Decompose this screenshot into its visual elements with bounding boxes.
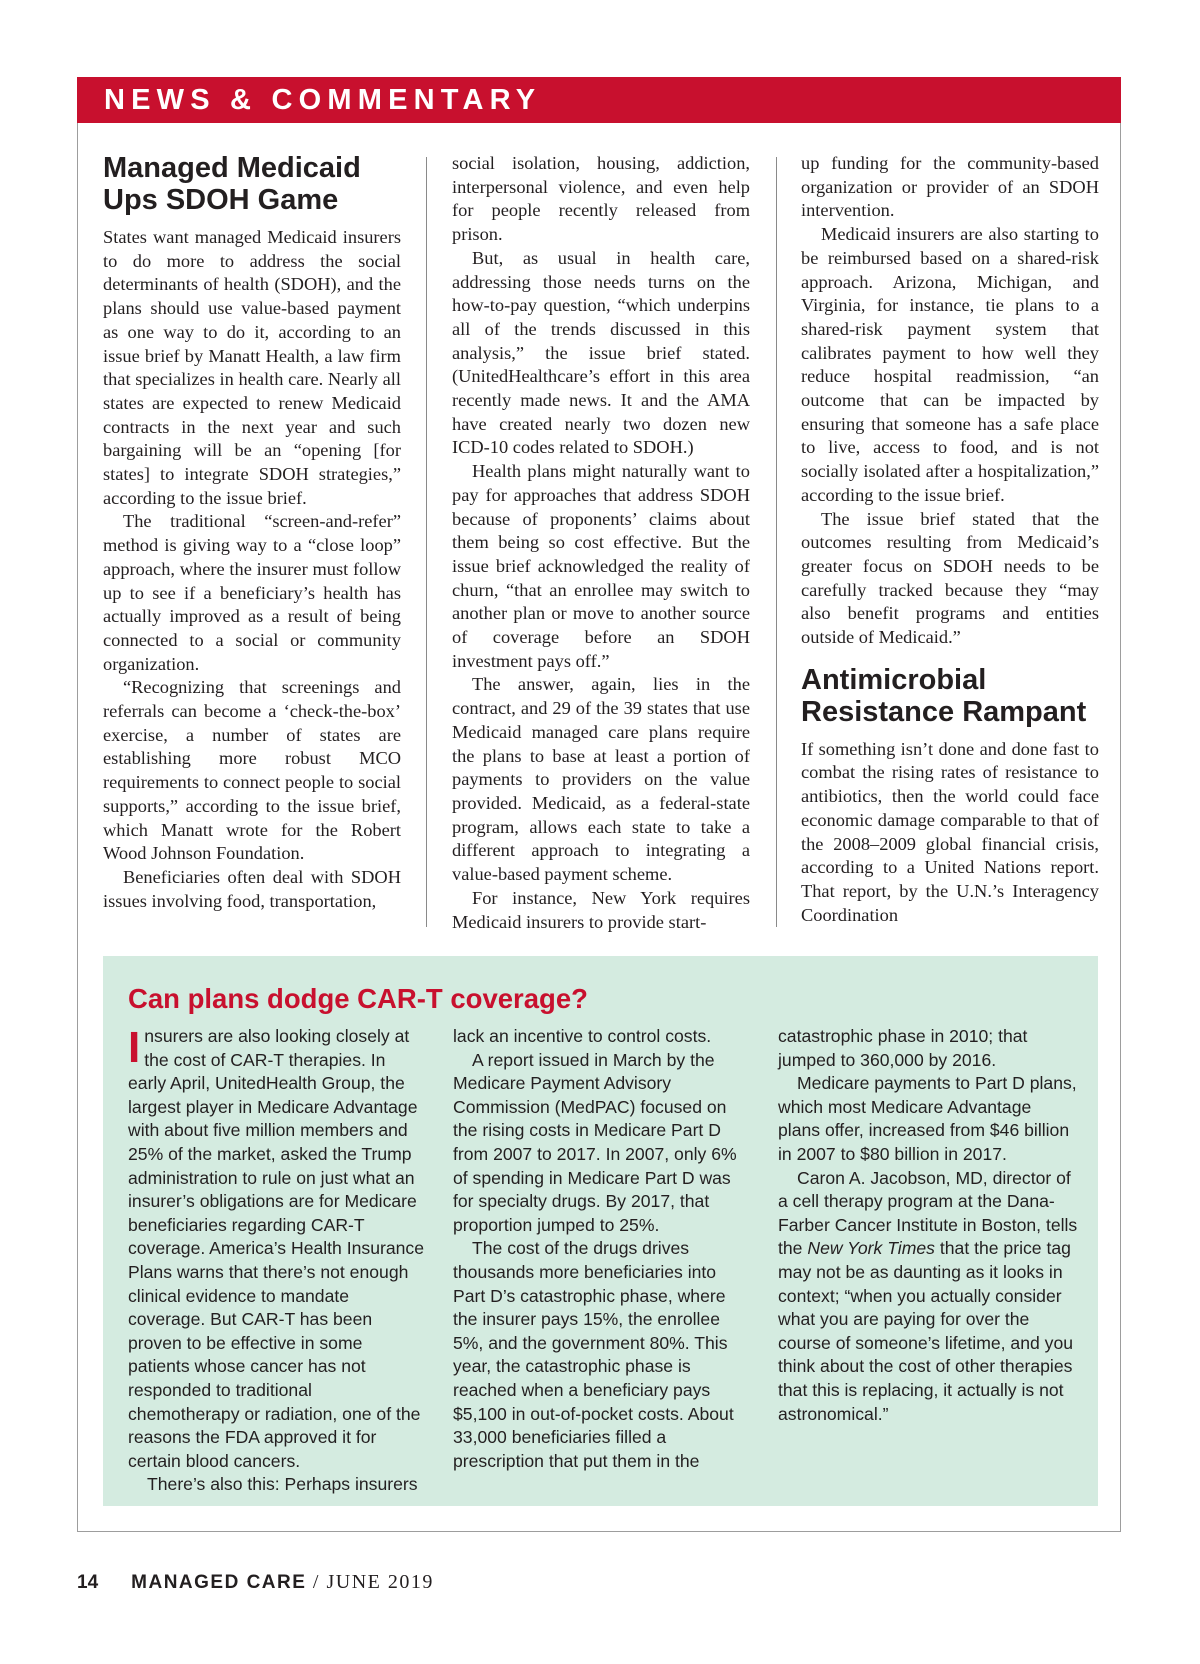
body-paragraph: “Recognizing that screenings and referrals can become a ‘check-the-box’ exercise, a number of states are establishing more robust MCO requirements to connect people to social supports,” according to the issue brief, which Manatt wrote for the Robert Wood Johnson Foundation. bbox=[103, 677, 401, 864]
article-column-2 bbox=[452, 152, 750, 934]
sidebar-paragraph: catastrophic phase in 2010; that jumped to 360,000 by 2016. bbox=[778, 1026, 1028, 1070]
sidebar-paragraph: There’s also this: Perhaps insurers bbox=[147, 1474, 418, 1495]
drop-cap: I bbox=[128, 1023, 141, 1072]
footer-separator: / bbox=[306, 1571, 327, 1593]
sidebar-paragraph: Medicare payments to Part D plans, which most Medicare Advantage plans offer, increased from $46 billion in 2007 to $80 billion in 2017. bbox=[778, 1073, 1077, 1164]
body-paragraph: Beneficiaries often deal with SDOH issues involving food, transportation, bbox=[103, 866, 401, 911]
column-divider bbox=[776, 157, 777, 927]
publication-title: MANAGED CARE bbox=[131, 1572, 307, 1593]
issue-date: JUNE 2019 bbox=[326, 1571, 434, 1593]
sidebar-paragraph: lack an incentive to control costs. bbox=[453, 1026, 712, 1046]
body-paragraph: The answer, again, lies in the contract, and 29 of the 39 states that use Medicaid managed care plans require the plans to base at least a portion of payments to providers on the value provided. Medicaid, as a federal-state program, allows each state to take a different approach to integrating a value-based payment scheme. bbox=[452, 674, 750, 885]
section-banner bbox=[77, 77, 1121, 123]
article-column-3 bbox=[801, 152, 1099, 927]
section-label: NEWS & COMMENTARY bbox=[104, 84, 542, 116]
page-footer bbox=[77, 1571, 434, 1594]
body-paragraph: For instance, New York requires Medicaid insurers to provide start- bbox=[452, 887, 750, 932]
body-paragraph: The traditional “screen-and-refer” method is giving way to a “close loop” approach, where the insurer must follow up to see if a beneficiary’s health has actually improved as a result of being connected to a social or community organization. bbox=[103, 511, 401, 674]
publication-name: New York Times bbox=[807, 1238, 935, 1259]
article-column-1 bbox=[103, 152, 401, 913]
body-paragraph: social isolation, housing, addiction, interpersonal violence, and even help for people recently released from prison. bbox=[452, 153, 750, 245]
sidebar-paragraph bbox=[128, 1025, 428, 1473]
page-number: 14 bbox=[77, 1572, 99, 1593]
sidebar-paragraph-text: Caron A. Jacobson, MD, director of a cell therapy program at the Dana-Farber Cancer Institute in Boston, tells the bbox=[778, 1167, 1078, 1259]
column-divider bbox=[426, 157, 427, 927]
body-paragraph: But, as usual in health care, addressing those needs turns on the how-to-pay question, “which underpins all of the trends discussed in this analysis,” the issue brief stated. (UnitedHealthcare’s effort in this area recently made news. It and the AMA have created nearly two dozen new ICD-10 codes related to SDOH.) bbox=[452, 247, 750, 458]
sidebar-paragraph-text: nsurers are also looking closely at the cost of CAR-T therapies. In early April, UnitedHealth Group, the largest player in Medicare Advantage with about five million members and 25% of the market, asked the Trump administration to rule on just what an insurer’s obligations are for Medicare beneficiaries regarding CAR-T coverage. America’s Health Insurance Plans warns that there’s not enough clinical evidence to mandate coverage. But CAR-T has been proven to be effective in some patients whose cancer has not responded to traditional chemotherapy or radiation, one of the reasons the FDA approved it for certain blood cancers. bbox=[128, 1026, 424, 1471]
body-paragraph: If something isn’t done and done fast to combat the rising rates of resistance to antibiotics, then the world could face economic damage comparable to that of the 2008–2009 global financial crisis, according to a United Nations report. That report, by the U.N.’s Interagency Coordination bbox=[801, 738, 1099, 925]
body-paragraph: States want managed Medicaid insurers to do more to address the social determinants of health (SDOH), and the plans should use value-based payment as one way to do it, according to an issue brief by Manatt Health, a law firm that specializes in health care. Nearly all states are expected to renew Medicaid contracts in the next year and such bargaining will be an “opening [for states] to integrate SDOH strategies,” according to the issue brief. bbox=[103, 227, 401, 508]
sidebar-box bbox=[103, 956, 1098, 1506]
sidebar-column-2 bbox=[453, 1025, 753, 1473]
body-paragraph: Health plans might naturally want to pay for approaches that address SDOH because of proponents’ claims about them being so cost effective. But the issue brief acknowledged the reality of churn, “that an enrollee may switch to another plan or move to another source of coverage before an SDOH investment pays off.” bbox=[452, 461, 750, 671]
sidebar-paragraph: The cost of the drugs drives thousands more beneficiaries into Part D’s catastrophic phase, where the insurer pays 15%, the enrollee 5%, and the government 80%. This year, the catastrophic phase is reached when a beneficiary pays $5,100 in out-of-pocket costs. About 33,000 beneficiaries filled a prescription that put them in the bbox=[453, 1238, 734, 1471]
sidebar-paragraph bbox=[778, 1167, 1078, 1427]
sidebar-column-1 bbox=[128, 1025, 428, 1497]
sidebar-paragraph: A report issued in March by the Medicare Payment Advisory Commission (MedPAC) focused on the rising costs in Medicare Part D from 2007 to 2017. In 2007, only 6% of spending in Medicare Part D was for specialty drugs. By 2017, that proportion jumped to 25%. bbox=[453, 1049, 737, 1235]
article-headline: Managed Medicaid Ups SDOH Game bbox=[103, 152, 361, 216]
body-paragraph: up funding for the community-based organization or provider of an SDOH intervention. bbox=[801, 153, 1099, 221]
body-paragraph: Medicaid insurers are also starting to be reimbursed based on a shared-risk approach. Arizona, Michigan, and Virginia, for instance, tie plans to a shared-risk payment system that calibrates payment to how well they reduce hospital readmission, “an outcome that can be impacted by ensuring that someone has a safe place to live, access to food, and is not socially isolated after a hospitalization,” according to the issue brief. bbox=[801, 224, 1099, 505]
article-headline: Antimicrobial Resistance Rampant bbox=[801, 663, 1087, 728]
sidebar-title: Can plans dodge CAR-T coverage? bbox=[128, 983, 588, 1014]
sidebar-paragraph-text: that the price tag may not be as daunting as it looks in context; “when you actually consider what you are paying for over the course of someone’s lifetime, and you think about the cost of other therapies that this is replacing, it actually is not astronomical.” bbox=[778, 1238, 1074, 1424]
body-paragraph: The issue brief stated that the outcomes resulting from Medicaid’s greater focus on SDOH needs to be carefully tracked because they “may also benefit programs and entities outside of Medicaid.” bbox=[801, 508, 1099, 648]
sidebar-column-3 bbox=[778, 1025, 1078, 1426]
